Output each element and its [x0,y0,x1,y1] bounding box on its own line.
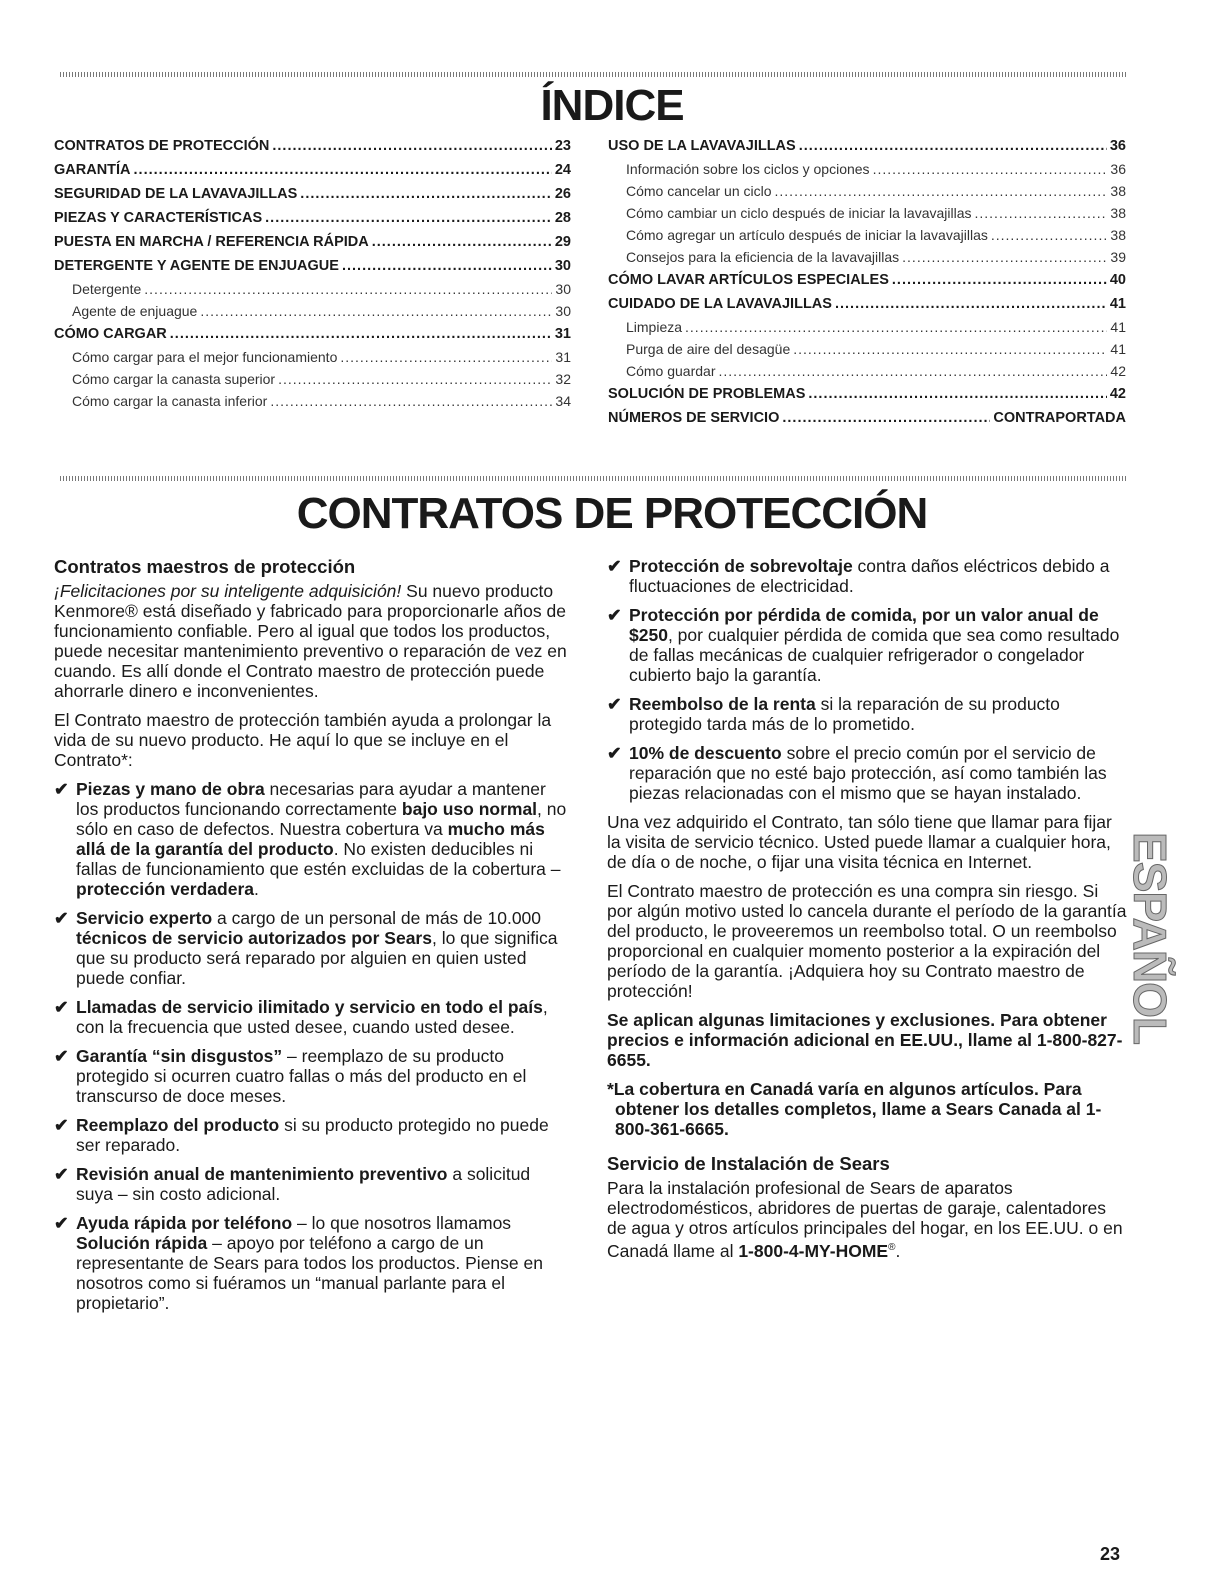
toc-leader [272,134,551,158]
toc-label: Cómo cargar la canasta inferior [72,393,268,409]
section-title: CONTRATOS DE PROTECCIÓN [296,489,928,538]
toc-page: 41 [1109,296,1126,312]
language-side-tab [1124,816,1176,1060]
installation-phone: 1-800-4-MY-HOME [738,1240,889,1261]
benefit-title: 10% de descuento [629,743,782,763]
toc-right-column [608,134,1126,430]
toc-entry [608,292,1126,316]
toc-label: Consejos para la eficiencia de la lavavajillas [626,249,900,265]
benefit-text: – reemplazo de su producto protegido si ocurren cuatro fallas o más del producto en el transcurso de doce meses. [76,1046,527,1106]
benefit-text: . [253,879,259,899]
toc-subentry [54,346,571,368]
toc-label: PUESTA EN MARCHA / REFERENCIA RÁPIDA [54,234,369,250]
installation-paragraph [607,1178,1127,1261]
check-icon: ✔ [54,997,69,1017]
toc-label: Cómo cargar para el mejor funcionamiento [72,349,338,365]
toc-leader [975,202,1108,224]
toc-entry [54,254,571,278]
benefit-text: – apoyo por teléfono a cargo de un representante de Sears para todos los productos. Piense en nosotros como si fuéramos un “manual parlante para el propietario”. [76,1233,543,1313]
toc-subentry [54,300,571,322]
toc-entry [54,182,571,206]
toc-leader [170,322,552,346]
check-icon: ✔ [54,779,69,799]
toc-page: 36 [1109,138,1126,154]
benefit-text: si su producto protegido no puede ser reparado. [76,1115,549,1155]
benefit-item [607,743,1127,803]
contract-paragraph: El Contrato maestro de protección también ayuda a prolongar la vida de su nuevo producto. He aquí lo que se incluye en el Contrato*: [54,710,552,770]
benefit-item [607,556,1127,596]
toc-page: 38 [1110,205,1126,221]
check-icon: ✔ [607,694,622,714]
toc-leader [902,246,1107,268]
benefit-bold: técnicos de servicio autorizados por Sears [76,928,432,948]
toc-leader [782,406,990,430]
toc-leader [300,182,552,206]
intro-paragraph [54,581,570,701]
risk-free-paragraph: El Contrato maestro de protección es una compra sin riesgo. Si por algún motivo usted lo cancela durante el período de la garantía del producto, le proveeremos un reembolso total. O un reembolso proporcional en cualquier momento posterior a la expiración del período de la garantía. ¡Adquiera hoy su Contrato maestro de protección! [607,881,1127,1001]
benefit-item [54,779,570,899]
benefit-item [54,1213,570,1313]
toc-page: 31 [555,349,571,365]
toc-leader [372,230,552,254]
toc-leader [342,254,552,278]
section-heading: Contratos maestros de protección [54,556,356,577]
toc-page: 39 [1110,249,1126,265]
benefit-item [54,997,570,1037]
installation-end: . [895,1240,901,1261]
toc-label: CONTRATOS DE PROTECCIÓN [54,138,270,154]
check-icon: ✔ [54,1213,69,1233]
toc-label: Cómo cargar la canasta superior [72,371,276,387]
benefit-item [607,605,1127,685]
benefit-title: Reemplazo del producto [76,1115,280,1135]
toc-entry [54,134,571,158]
benefit-text: – lo que nosotros llamamos [292,1213,512,1233]
toc-page: 34 [555,393,571,409]
benefit-title: Llamadas de servicio ilimitado y servicio en todo el país [76,997,543,1017]
canada-coverage-notice: *La cobertura en Canadá varía en algunos artículos. Para obtener los detalles completos, llame a Sears Canada al 1-800-361-6665. [607,1079,1102,1139]
toc-page: CONTRAPORTADA [993,410,1126,426]
toc-page: 38 [1110,227,1126,243]
intro-italic: ¡Felicitaciones por su inteligente adquisición! [54,581,402,601]
language-label: ESPAÑOL [1124,832,1176,1044]
toc-label: Detergente [72,281,142,297]
toc-label: CUIDADO DE LA LAVAVAJILLAS [608,296,832,312]
toc-subentry [608,158,1126,180]
benefit-bold: Solución rápida [76,1233,208,1253]
toc-leader [144,278,552,300]
benefit-bold: bajo uso normal [401,799,538,819]
toc-page: 31 [554,326,571,342]
toc-leader [719,360,1108,382]
toc-page: 42 [1110,363,1126,379]
toc-label: Información sobre los ciclos y opciones [626,161,870,177]
toc-page: 32 [555,371,571,387]
benefit-title: Reembolso de la renta [629,694,816,714]
toc-subentry [608,360,1126,382]
service-call-paragraph: Una vez adquirido el Contrato, tan sólo tiene que llamar para fijar la visita de servicio técnico. Usted puede llamar a cualquier hora, de día o de noche, o fijar una visita técnica en Internet. [607,812,1112,872]
benefit-title: Garantía “sin disgustos” [76,1046,283,1066]
section-divider [60,476,1126,481]
check-icon: ✔ [54,1115,69,1135]
toc-leader [265,206,552,230]
toc-subentry [54,278,571,300]
toc-leader [793,338,1107,360]
toc-leader [873,158,1108,180]
check-icon: ✔ [607,743,622,763]
toc-leader [808,382,1106,406]
toc-page: 36 [1110,161,1126,177]
toc-entry [608,382,1126,406]
toc-page: 30 [555,303,571,319]
toc-page: 28 [554,210,571,226]
toc-leader [799,134,1107,158]
toc-entry [54,230,571,254]
toc-page: 26 [554,186,571,202]
toc-label: Limpieza [626,319,683,335]
toc-page: 38 [1110,183,1126,199]
check-icon: ✔ [54,908,69,928]
toc-page: 40 [1109,272,1126,288]
top-divider [60,72,1126,77]
toc-label: Cómo cancelar un ciclo [626,183,772,199]
check-icon: ✔ [607,605,622,625]
toc-label: DETERGENTE Y AGENTE DE ENJUAGUE [54,258,339,274]
toc-label: USO DE LA LAVAVAJILLAS [608,138,796,154]
toc-leader [892,268,1107,292]
toc-entry [54,158,571,182]
toc-subentry [608,338,1126,360]
toc-entry [608,268,1126,292]
benefit-text: , no sólo en caso de defectos. Nuestra cobertura va [76,799,567,839]
benefit-text: a solicitud suya – sin costo adicional. [76,1164,531,1204]
toc-label: Purga de aire del desagüe [626,341,791,357]
toc-subentry [608,202,1126,224]
toc-label: PIEZAS Y CARACTERÍSTICAS [54,210,263,226]
right-text-column [607,556,1127,1270]
benefit-item [54,1164,570,1204]
benefit-title: Protección de sobrevoltaje [629,556,853,576]
toc-entry [608,134,1126,158]
toc-subentry [54,390,571,412]
toc-subentry [608,180,1126,202]
benefit-item [54,1046,570,1106]
benefit-text: , por cualquier pérdida de comida que sea como resultado de fallas mecánicas de cualquier refrigerador o congelador cubierto bajo la garantía. [629,625,1120,685]
toc-leader [991,224,1108,246]
benefit-title: Protección por pérdida de comida, por un valor anual de $250 [629,605,1099,645]
toc-entry [608,406,1126,430]
toc-label: NÚMEROS DE SERVICIO [608,410,780,426]
toc-leader [278,368,552,390]
toc-leader [835,292,1107,316]
toc-page: 30 [554,258,571,274]
check-icon: ✔ [607,556,622,576]
intro-text: Su nuevo producto Kenmore® está diseñado y fabricado para proporcionarle años de funcionamiento confiable. Pero al igual que todos los productos, puede necesitar mantenimiento preventivo o reparación de vez en cuando. Es allí donde el Contrato maestro de protección puede ahorrarle dinero e inconvenientes. [54,581,567,701]
toc-label: SEGURIDAD DE LA LAVAVAJILLAS [54,186,298,202]
toc-label: SOLUCIÓN DE PROBLEMAS [608,386,806,402]
benefit-text: sobre el precio común por el servicio de reparación que no esté bajo protección, así como también las piezas relacionadas con el mismo que se hayan instalado. [629,743,1107,803]
left-text-column [54,556,570,1322]
toc-page: 29 [554,234,571,250]
benefit-text: a cargo de un personal de más de 10.000 [212,908,542,928]
benefit-text: si la reparación de su producto protegido tarda más de lo prometido. [629,694,1060,734]
page-number: 23 [1100,1544,1121,1564]
toc-page: 23 [554,138,571,154]
benefit-title: Piezas y mano de obra [76,779,265,799]
benefit-item [54,908,570,988]
toc-left-column [54,134,571,412]
toc-page: 41 [1110,319,1126,335]
benefit-text: , lo que significa que su producto será reparado por alguien en quien usted puede confiar. [76,928,558,988]
toc-label: Cómo cambiar un ciclo después de iniciar la lavavajillas [626,205,972,221]
registered-mark: ® [888,1242,896,1253]
toc-subentry [608,246,1126,268]
toc-label: Agente de enjuague [72,303,198,319]
toc-leader [685,316,1107,338]
toc-subentry [608,224,1126,246]
toc-entry [54,206,571,230]
toc-entry [54,322,571,346]
toc-leader [775,180,1108,202]
benefit-text: . No existen deducibles ni fallas de funcionamiento que estén excluidas de la cobertura – [76,839,561,879]
benefit-title: Revisión anual de mantenimiento preventivo [76,1164,448,1184]
toc-page: 24 [554,162,571,178]
installation-heading: Servicio de Instalación de Sears [607,1153,890,1174]
toc-leader [200,300,552,322]
benefit-bold: protección verdadera [76,879,254,899]
check-icon: ✔ [54,1164,69,1184]
toc-label: Cómo guardar [626,363,716,379]
benefit-text: necesarias para ayudar a mantener los productos funcionando correctamente [76,779,546,819]
benefit-title: Ayuda rápida por teléfono [76,1213,293,1233]
benefit-text: contra daños eléctricos debido a fluctuaciones de electricidad. [629,556,1110,596]
toc-label: GARANTÍA [54,162,131,178]
installation-text: Para la instalación profesional de Sears de aparatos electrodomésticos, abridores de puertas de garaje, calentadores de agua y otros artículos principales del hogar, en los EE.UU. o en Canadá llame al [607,1178,1123,1261]
toc-leader [270,390,552,412]
benefit-bold: mucho más allá de la garantía del producto [76,819,545,859]
toc-subentry [608,316,1126,338]
index-title: ÍNDICE [540,81,684,130]
toc-label: Cómo agregar un artículo después de iniciar la lavavajillas [626,227,988,243]
toc-page: 41 [1110,341,1126,357]
toc-label: CÓMO LAVAR ARTÍCULOS ESPECIALES [608,272,889,288]
toc-page: 42 [1109,386,1126,402]
benefit-item [54,1115,570,1155]
toc-label: CÓMO CARGAR [54,326,167,342]
benefit-item [607,694,1127,734]
toc-leader [340,346,552,368]
toc-page: 30 [555,281,571,297]
toc-subentry [54,368,571,390]
check-icon: ✔ [54,1046,69,1066]
benefit-title: Servicio experto [76,908,213,928]
toc-leader [134,158,552,182]
benefit-text: , con la frecuencia que usted desee, cuando usted desee. [76,997,548,1037]
us-limitations-notice: Se aplican algunas limitaciones y exclusiones. Para obtener precios e información adicional en EE.UU., llame al 1-800-827-6655. [607,1010,1123,1070]
